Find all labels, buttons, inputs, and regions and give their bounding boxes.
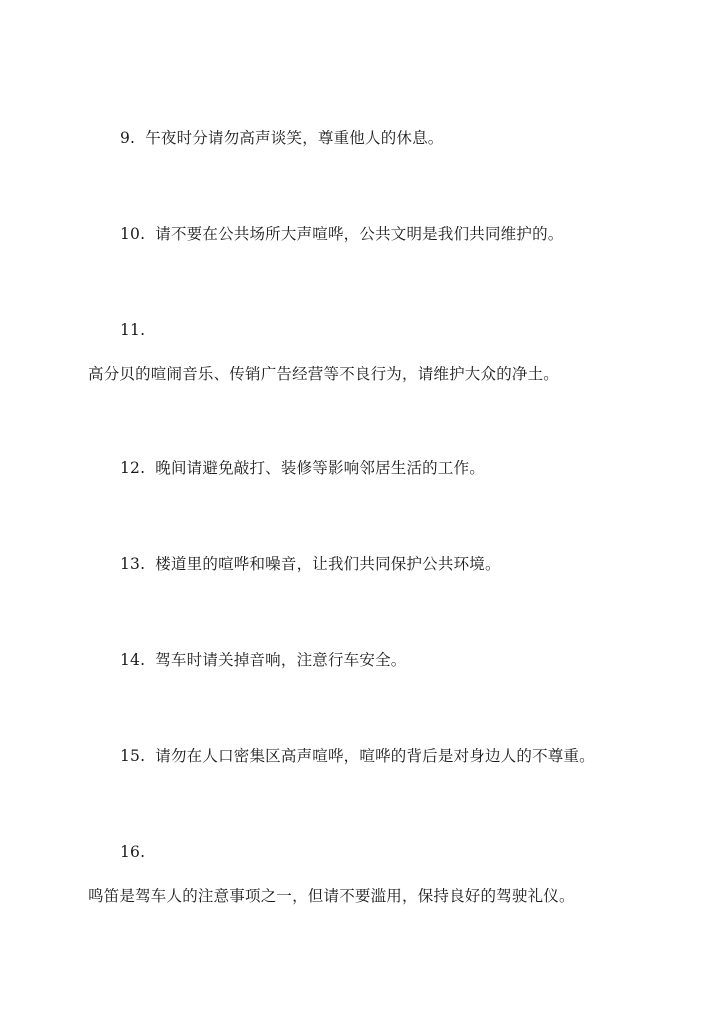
list-item xyxy=(120,746,595,766)
list-item xyxy=(120,224,563,244)
item-number: 11. xyxy=(120,321,146,339)
item-text: 鸣笛是驾车人的注意事项之一，但请不要滥用，保持良好的驾驶礼仪。 xyxy=(88,887,575,905)
item-text: 午夜时分请勿高声谈笑，尊重他人的休息。 xyxy=(145,129,444,147)
item-number: 12. xyxy=(120,459,146,477)
item-text: 晚间请避免敲打、装修等影响邻居生活的工作。 xyxy=(155,459,485,477)
item-text: 高分贝的喧闹音乐、传销广告经营等不良行为，请维护大众的净土。 xyxy=(88,365,560,383)
item-text: 请不要在公共场所大声喧哗，公共文明是我们共同维护的。 xyxy=(155,225,564,243)
item-number: 14. xyxy=(120,651,146,669)
item-text: 楼道里的喧哗和噪音，让我们共同保护公共环境。 xyxy=(155,555,501,573)
item-text: 驾车时请关掉音响，注意行车安全。 xyxy=(155,651,407,669)
item-number: 15. xyxy=(120,747,146,765)
item-number: 10. xyxy=(120,225,146,243)
list-item xyxy=(120,650,406,670)
item-number: 13. xyxy=(120,555,146,573)
list-item xyxy=(88,364,559,384)
item-text: 请勿在人口密集区高声喧哗，喧哗的背后是对身边人的不尊重。 xyxy=(155,747,595,765)
list-item xyxy=(120,128,444,148)
item-number: 16. xyxy=(120,843,146,861)
list-item xyxy=(120,458,485,478)
list-item-number-line xyxy=(120,842,145,862)
list-item xyxy=(88,886,575,906)
list-item-number-line xyxy=(120,320,145,340)
list-item xyxy=(120,554,501,574)
item-number: 9. xyxy=(120,129,136,147)
